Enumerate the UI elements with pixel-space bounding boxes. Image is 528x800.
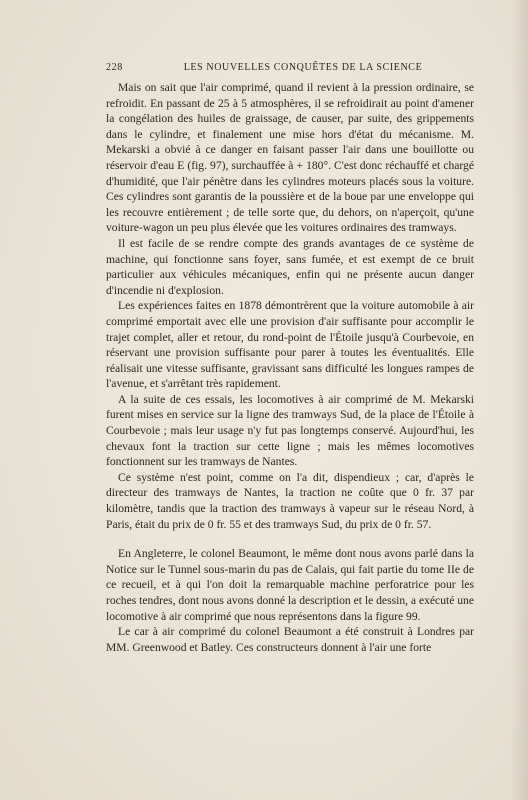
paragraph: Les expériences faites en 1878 démontrèrent que la voiture automobile à air comprimé emportait avec elle une provision d'air suffisante pour accomplir le trajet complet, aller et retour, du rond-point de l'Étoile jusqu'à Courbevoie, en réservant une provision suffisante pour parer à toutes les éventualités. Elle réalisait une vitesse suffisante, gravissant sans difficulté les longues rampes de l'avenue, et s'arrêtant très rapidement.: [106, 299, 474, 391]
paragraph: Ce système n'est point, comme on l'a dit, dispendieux ; car, d'après le directeur des tramways de Nantes, la traction ne coûte que 0 fr. 37 par kilomètre, tandis que la traction des tramways à vapeur sur le réseau Nord, à Paris, était du prix de 0 fr. 55 et des tramways Sud, du prix de 0 fr. 57.: [106, 470, 474, 531]
page-number: 228: [106, 62, 123, 73]
body-text: [106, 80, 474, 655]
paragraph: Le car à air comprimé du colonel Beaumont a été construit à Londres par MM. Greenwood et Batley. Ces constructeurs donnent à l'air une forte: [106, 625, 474, 654]
running-title: LES NOUVELLES CONQUÊTES DE LA SCIENCE: [183, 62, 423, 73]
paragraph: Mais on sait que l'air comprimé, quand il revient à la pression ordinaire, se refroidit. En passant de 25 à 5 atmosphères, il se refroidirait au point d'amener la congélation des huiles de graissage, de causer, par suite, des grippements dans le cylindre, et finalement une mise hors d'état du mécanisme. M. Mekarski a obvié à ce danger en faisant passer l'air dans une bouillotte ou réservoir d'eau E (fig. 97), surchauffée à + 180°. C'est donc réchauffé et chargé d'humidité, que l'air pénètre dans les cylindres moteurs placés sous la voiture. Ces cylindres sont garantis de la poussière et de la boue par une enveloppe qui les recouvre entièrement ; de telle sorte que, du dehors, on n'aperçoit, qu'une voiture-wagon un peu plus élevée que les voitures ordinaires des tramways.: [106, 81, 474, 235]
paragraph: Il est facile de se rendre compte des grands avantages de ce système de machine, qui fonctionne sans foyer, sans fumée, et est exempt de ce bruit particulier aux véhicules mécaniques, enfin qui ne présente aucun danger d'incendie ni d'explosion.: [106, 236, 474, 297]
page-edge-shadow: [510, 0, 528, 800]
paragraph: En Angleterre, le colonel Beaumont, le même dont nous avons parlé dans la Notice sur le Tunnel sous-marin du pas de Calais, qui fait partie du tome IIe de ce recueil, et à qui l'on doit la remarquable machine perforatrice pour les roches tendres, dont nous avons donné la description et le dessin, a exécuté une locomotive à air comprimé que nous représentons dans la figure 99.: [106, 547, 474, 623]
page-header: [106, 62, 474, 76]
paragraph: A la suite de ces essais, les locomotives à air comprimé de M. Mekarski furent mises en service sur la ligne des tramways Sud, de la place de l'Étoile à Courbevoie ; mais leur usage n'y fut pas longtemps conservé. Aujourd'hui, les chevaux font la traction sur cette ligne ; mais les mêmes locomotives fonctionnent sur les tramways de Nantes.: [106, 392, 474, 469]
